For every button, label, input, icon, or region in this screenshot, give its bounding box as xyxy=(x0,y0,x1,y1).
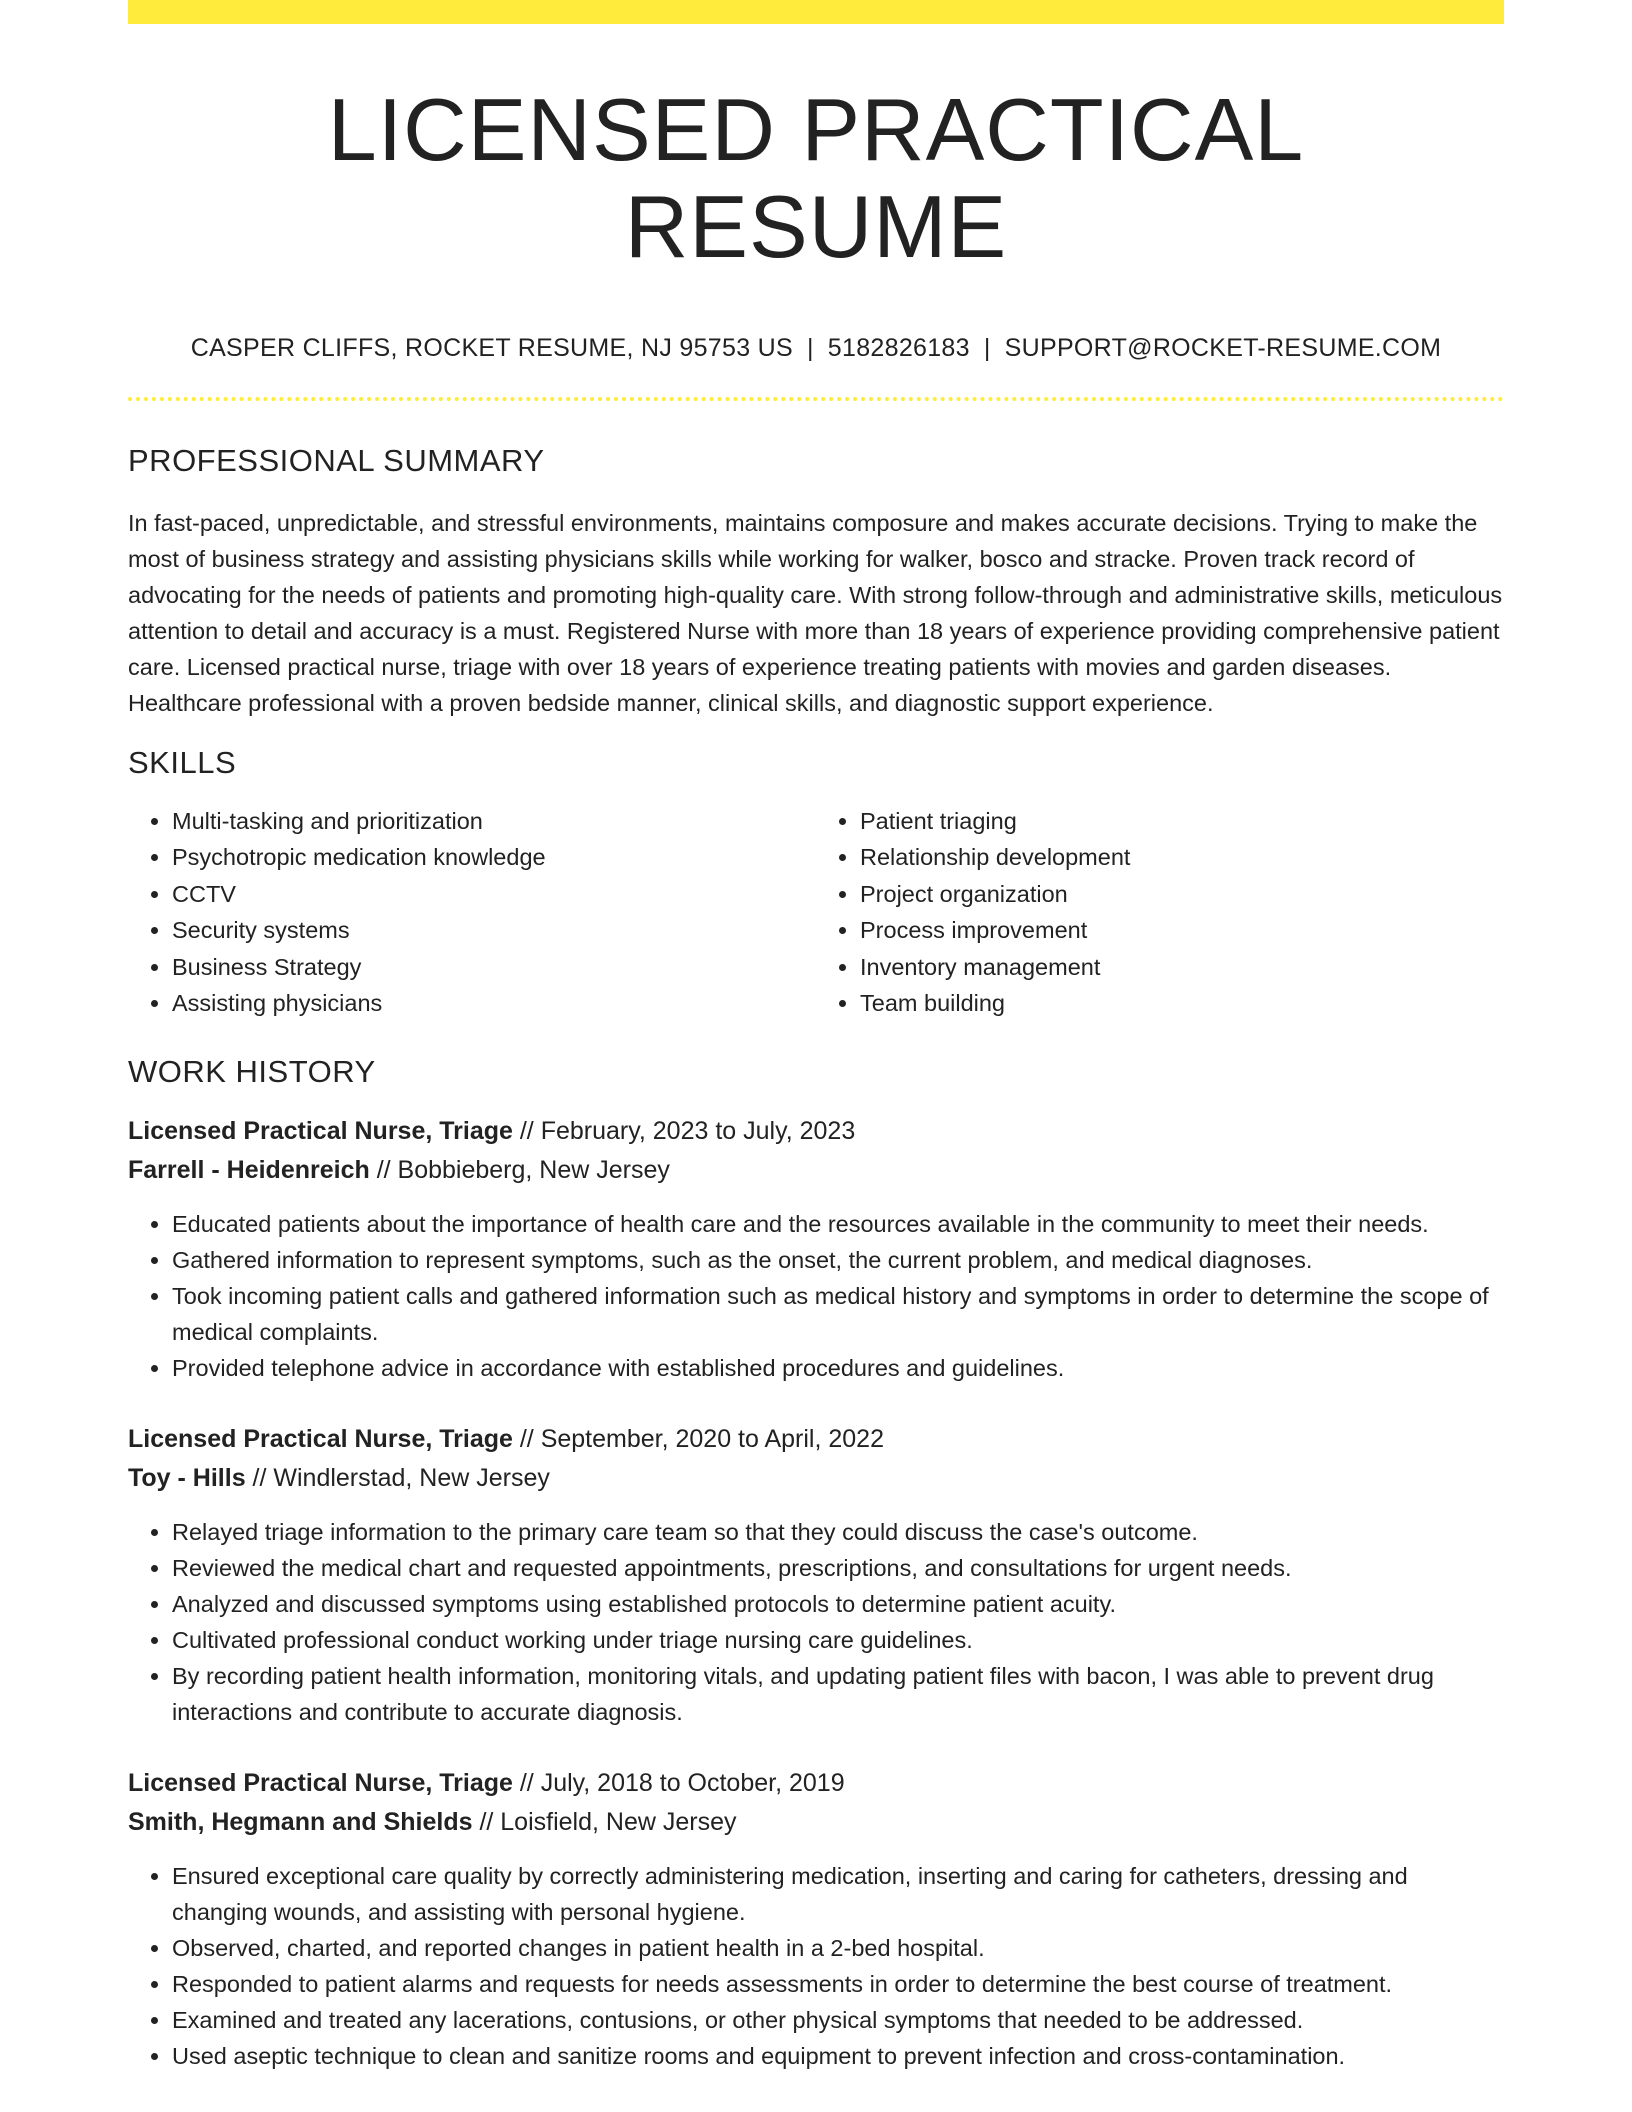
job-company: Toy - Hills xyxy=(128,1463,246,1492)
skills-list xyxy=(128,803,1504,1022)
skill-item: • CCTV xyxy=(172,876,816,913)
contact-email: SUPPORT@ROCKET-RESUME.COM xyxy=(1004,333,1442,362)
job-duty: • Reviewed the medical chart and requested appointments, prescriptions, and consultations for urgent needs. xyxy=(172,1550,1504,1586)
job-company-line xyxy=(128,1803,1504,1842)
job-duty: • Took incoming patient calls and gathered information such as medical history and symptoms in order to determine the scope of medical complaints. xyxy=(172,1278,1504,1350)
job-duty: • Examined and treated any lacerations, contusions, or other physical symptoms that needed to be addressed. xyxy=(172,2002,1504,2038)
job-duty: • Responded to patient alarms and requests for needs assessments in order to determine the best course of treatment. xyxy=(172,1966,1504,2002)
job-duty: • Used aseptic technique to clean and sanitize rooms and equipment to prevent infection and cross-contamination. xyxy=(172,2038,1504,2074)
job-duty: • Ensured exceptional care quality by correctly administering medication, inserting and caring for catheters, dressing and changing wounds, and assisting with personal hygiene. xyxy=(172,1858,1504,1930)
job-title: Licensed Practical Nurse, Triage xyxy=(128,1116,513,1145)
resume-title: LICENSED PRACTICAL RESUME xyxy=(327,80,1305,276)
job-title-line xyxy=(128,1420,1504,1459)
contact-address: CASPER CLIFFS, ROCKET RESUME, NJ 95753 US xyxy=(190,333,793,362)
work-history-heading: WORK HISTORY xyxy=(128,1053,376,1089)
job-dates: // September, 2020 to April, 2022 xyxy=(512,1424,884,1453)
skill-item: • Relationship development xyxy=(860,839,1504,876)
skills-column-right xyxy=(816,803,1504,1022)
skills-heading: SKILLS xyxy=(128,744,237,780)
contact-line xyxy=(128,334,1504,363)
job-title: Licensed Practical Nurse, Triage xyxy=(128,1768,513,1797)
summary-text: In fast-paced, unpredictable, and stressful environments, maintains composure and makes accurate decisions. Trying to make the most of business strategy and assisting physicians skills while working for walker, bosco and stracke. Proven track record of advocating for the needs of patients and promoting high-quality care. With strong follow-through and administrative skills, meticulous attention to detail and accuracy is a must. Registered Nurse with more than 18 years of experience providing comprehensive patient care. Licensed practical nurse, triage with over 18 years of experience treating patients with movies and garden diseases. Healthcare professional with a proven bedside manner, clinical skills, and diagnostic support experience. xyxy=(128,509,1503,716)
skill-item: • Psychotropic medication knowledge xyxy=(172,839,816,876)
job-location: // Loisfield, New Jersey xyxy=(472,1807,737,1836)
dotted-divider xyxy=(128,397,1504,401)
skill-item: • Process improvement xyxy=(860,912,1504,949)
job-duty: • Observed, charted, and reported changes in patient health in a 2-bed hospital. xyxy=(172,1930,1504,1966)
skill-item: • Business Strategy xyxy=(172,949,816,986)
job-company: Smith, Hegmann and Shields xyxy=(128,1807,473,1836)
job-duty: • Provided telephone advice in accordance with established procedures and guidelines. xyxy=(172,1350,1504,1386)
job-entry xyxy=(128,1764,1504,2074)
job-title-line xyxy=(128,1112,1504,1151)
contact-separator: | xyxy=(983,333,991,362)
job-duty: • Educated patients about the importance of health care and the resources available in the community to meet their needs. xyxy=(172,1206,1504,1242)
skill-item: • Team building xyxy=(860,985,1504,1022)
job-entry xyxy=(128,1112,1504,1386)
summary-heading: PROFESSIONAL SUMMARY xyxy=(128,442,545,478)
job-location: // Windlerstad, New Jersey xyxy=(245,1463,550,1492)
job-duties xyxy=(128,1514,1504,1730)
job-company-line xyxy=(128,1151,1504,1190)
job-title: Licensed Practical Nurse, Triage xyxy=(128,1424,513,1453)
job-title-line xyxy=(128,1764,1504,1803)
contact-phone: 5182826183 xyxy=(827,333,970,362)
job-company: Farrell - Heidenreich xyxy=(128,1155,370,1184)
skill-item: • Assisting physicians xyxy=(172,985,816,1022)
job-company-line xyxy=(128,1459,1504,1498)
resume-page xyxy=(128,0,1504,2074)
job-entry xyxy=(128,1420,1504,1730)
job-duty: • Analyzed and discussed symptoms using established protocols to determine patient acuity. xyxy=(172,1586,1504,1622)
skills-column-left xyxy=(128,803,816,1022)
skill-item: • Patient triaging xyxy=(860,803,1504,840)
job-dates: // February, 2023 to July, 2023 xyxy=(512,1116,856,1145)
accent-top-bar xyxy=(128,0,1504,24)
job-duties xyxy=(128,1206,1504,1386)
contact-separator: | xyxy=(807,333,814,362)
skill-item: • Inventory management xyxy=(860,949,1504,986)
job-location: // Bobbieberg, New Jersey xyxy=(369,1155,670,1184)
job-dates: // July, 2018 to October, 2019 xyxy=(512,1768,845,1797)
skill-item: • Multi-tasking and prioritization xyxy=(172,803,816,840)
job-duty: • Gathered information to represent symptoms, such as the onset, the current problem, and medical diagnoses. xyxy=(172,1242,1504,1278)
job-duty: • Cultivated professional conduct working under triage nursing care guidelines. xyxy=(172,1622,1504,1658)
skill-item: • Project organization xyxy=(860,876,1504,913)
job-duty: • By recording patient health information, monitoring vitals, and updating patient files with bacon, I was able to prevent drug interactions and contribute to accurate diagnosis. xyxy=(172,1658,1504,1730)
skill-item: • Security systems xyxy=(172,912,816,949)
job-duties xyxy=(128,1858,1504,2074)
job-duty: • Relayed triage information to the primary care team so that they could discuss the case's outcome. xyxy=(172,1514,1504,1550)
